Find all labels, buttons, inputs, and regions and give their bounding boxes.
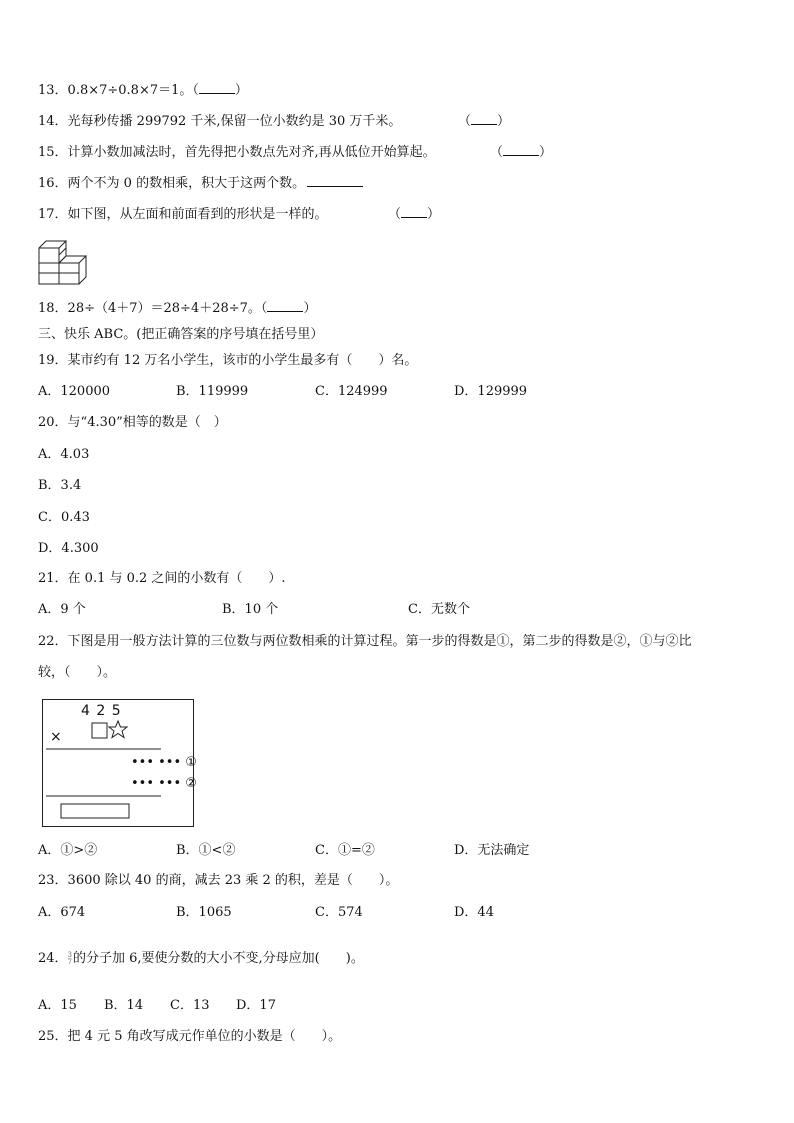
question-17-answer	[388, 206, 440, 224]
fraction-denominator: 7	[67, 957, 73, 966]
question-24	[38, 950, 364, 968]
answer-blank[interactable]	[267, 311, 303, 312]
option-a[interactable]: A．674	[38, 905, 86, 920]
answer-blank[interactable]	[307, 186, 363, 187]
option-b[interactable]: B．①<②	[176, 843, 236, 858]
question-13	[38, 82, 248, 100]
answer-blank[interactable]	[401, 217, 427, 218]
answer-blank[interactable]	[199, 93, 235, 94]
option-c[interactable]: C．①=②	[315, 843, 375, 858]
answer-box	[61, 804, 129, 818]
paren-open: （	[388, 207, 402, 222]
question-15	[38, 144, 436, 162]
option-a[interactable]: A．①>②	[38, 843, 98, 858]
question-22-text-cont: 较，（ ）。	[38, 665, 117, 680]
option-a[interactable]: A．120000	[38, 384, 111, 399]
option-c[interactable]: C．无数个	[408, 602, 470, 617]
paren-close: ）	[234, 83, 248, 98]
fraction-numerator: 3	[67, 950, 73, 959]
option-c[interactable]: C．13	[170, 998, 210, 1013]
question-24-number: 24．	[38, 951, 68, 966]
paren-close: ）	[427, 207, 441, 222]
paren-close: ）	[497, 114, 511, 129]
question-25-text: 25．把 4 元 5 角改写成元作单位的小数是（ ）。	[38, 1029, 342, 1044]
answer-blank[interactable]	[503, 155, 539, 156]
question-15-text: 15．计算小数加减法时，首先得把小数点先对齐,再从低位开始算起。	[38, 145, 436, 160]
question-19-text: 19．某市约有 12 万名小学生，该市的小学生最多有（ ）名。	[38, 353, 418, 368]
option-c[interactable]: C．0.43	[38, 510, 90, 525]
question-16-text: 16．两个不为 0 的数相乘，积大于这两个数。	[38, 176, 306, 191]
option-d[interactable]: D．无法确定	[454, 843, 530, 858]
step-two-row: ••• ••• ②	[131, 776, 197, 791]
question-24-text: 的分子加 6,要使分数的大小不变,分母应加( )。	[73, 951, 364, 966]
question-14	[38, 113, 401, 131]
question-22	[38, 633, 692, 651]
cube-front-face	[39, 248, 59, 263]
square-placeholder-icon	[92, 723, 107, 738]
question-21	[38, 570, 286, 588]
cube-top-face	[59, 256, 86, 263]
option-b[interactable]: B．119999	[176, 384, 249, 399]
option-b[interactable]: B．14	[104, 998, 144, 1013]
paren-open: （	[490, 145, 504, 160]
cube-top-face	[39, 241, 66, 248]
section-heading	[38, 326, 323, 344]
question-23	[38, 872, 398, 890]
question-14-answer	[458, 113, 510, 131]
paren-close: ）	[303, 301, 317, 316]
multiplication-figure	[42, 699, 197, 827]
step-one-row: ••• ••• ①	[131, 755, 197, 770]
cube-stack-drawing	[38, 238, 90, 290]
cube-edge	[59, 248, 66, 255]
question-17	[38, 206, 328, 224]
option-d[interactable]: D．4.300	[38, 541, 99, 556]
multiplicand-digits: 4 2 5	[81, 703, 122, 719]
option-b[interactable]: B．10 个	[222, 602, 279, 617]
times-sign: ×	[50, 729, 62, 745]
question-23-text: 23．3600 除以 40 的商，减去 23 乘 2 的积，差是（ ）。	[38, 873, 399, 888]
section-heading-text: 三、快乐 ABC。(把正确答案的序号填在括号里）	[38, 327, 324, 342]
question-18	[38, 300, 316, 318]
option-d[interactable]: D．44	[454, 905, 494, 920]
question-16	[38, 175, 363, 193]
question-18-text: 18．28÷（4＋7）＝28÷4＋28÷7。（	[38, 301, 268, 316]
question-13-text: 13．0.8×7÷0.8×7＝1。（	[38, 83, 199, 98]
star-placeholder-icon	[109, 721, 127, 738]
option-b[interactable]: B．1065	[176, 905, 232, 920]
question-15-answer	[490, 144, 552, 162]
option-b[interactable]: B．3.4	[38, 478, 82, 493]
question-20-text: 20．与“4.30”相等的数是（ ）	[38, 415, 227, 430]
option-d[interactable]: D．129999	[454, 384, 528, 399]
option-a[interactable]: A．15	[38, 998, 77, 1013]
answer-blank[interactable]	[471, 124, 497, 125]
option-d[interactable]: D．17	[236, 998, 276, 1013]
fraction-three-sevenths	[68, 952, 72, 966]
question-25	[38, 1028, 341, 1046]
option-c[interactable]: C．124999	[315, 384, 388, 399]
paren-close: ）	[539, 145, 553, 160]
paren-open: （	[458, 114, 472, 129]
question-21-text: 21．在 0.1 与 0.2 之间的小数有（ ）.	[38, 571, 286, 586]
question-20	[38, 414, 227, 432]
question-19	[38, 352, 417, 370]
question-17-text: 17．如下图，从左面和前面看到的形状是一样的。	[38, 207, 328, 222]
question-14-text: 14．光每秒传播 299792 千米,保留一位小数约是 30 万千米。	[38, 114, 402, 129]
question-22-text: 22．下图是用一般方法计算的三位数与两位数相乘的计算过程。第一步的得数是①，第二步的得数是②，①与②比	[38, 634, 692, 649]
option-a[interactable]: A．9 个	[38, 602, 86, 617]
option-c[interactable]: C．574	[315, 905, 363, 920]
question-22-continued	[38, 664, 116, 682]
cube-stack-figure	[38, 238, 90, 294]
option-a[interactable]: A．4.03	[38, 447, 90, 462]
